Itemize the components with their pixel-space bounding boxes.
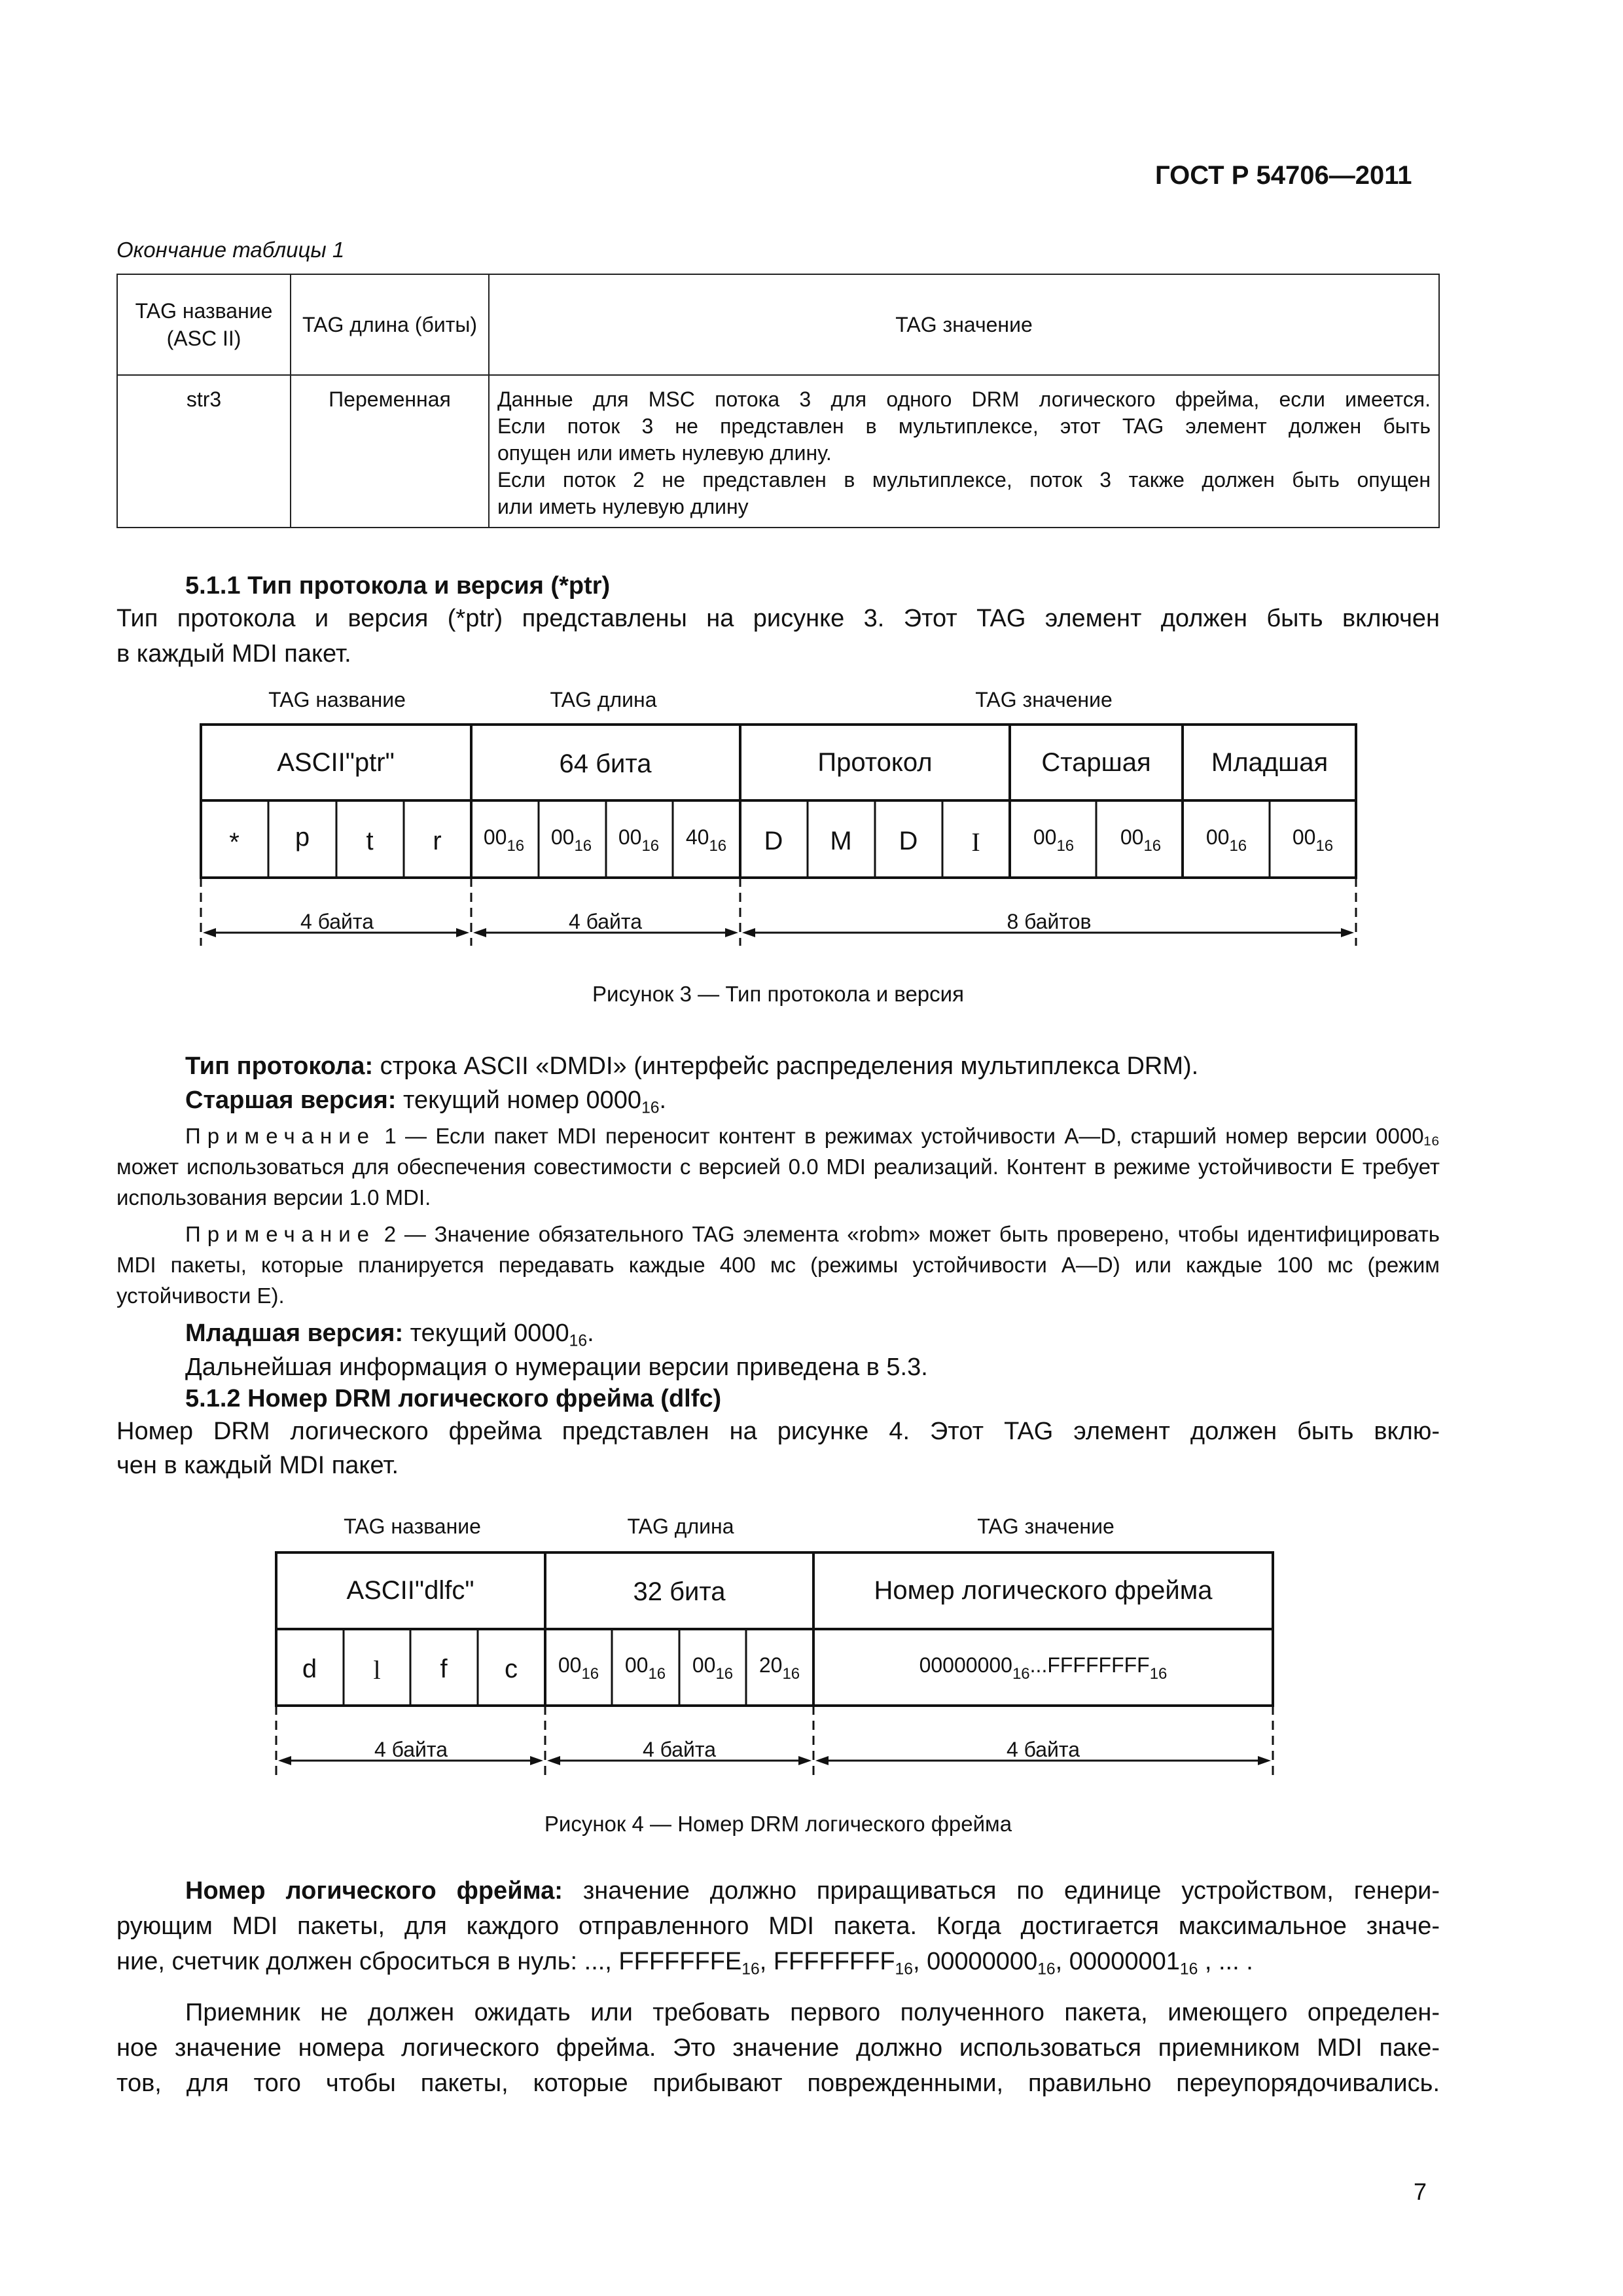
fig3-header-name: TAG название [268,688,406,711]
fig3-span-length: 4 байта [568,910,643,933]
frame-number-label: Номер логического фрейма: [185,1877,563,1905]
value-line: или иметь нулевую длину [497,495,749,518]
frame-number-line3 [116,1944,1440,1987]
fig4-span-value: 4 байта [1006,1738,1080,1761]
fig3-span-name: 4 байта [300,910,374,933]
hex-subscript: 16 [648,1665,666,1683]
sequence-part: ние, счетчик должен сброситься в нуль: ..., FFFFFFFE [116,1948,742,1975]
fig3-64-bits: 64 бита [559,749,652,778]
fig4-hex [759,1653,800,1683]
hex-digits: 00 [1120,825,1144,849]
further-info: Дальнейшая информация о нумерации версии приведена в 5.3. [185,1354,928,1381]
hex-subscript: 16 [1149,1665,1168,1683]
hex-digits: 00 [1205,825,1230,849]
fig4-hex [625,1653,666,1683]
hex-digits: 00 [624,1653,649,1677]
fig3-byte: * [229,828,240,857]
fig4-range [919,1653,1168,1683]
minor-version-def: Младшая версия: текущий $0000_{16}$. [185,1319,594,1350]
sequence-subscript: 16 [1179,1960,1198,1979]
fig4-hex [692,1653,733,1683]
note-2-text: 2 — Значение обязательного TAG элемента «robm» может быть проверено, чтобы идентифицировать MDI пакеты, которые планируется передавать каждые 400 мс (режимы устойчивости A—D) или каждые 100 мс (режим устойчивости E). [116,1222,1440,1308]
hex-subscript: 16 [581,1665,599,1683]
range-end: ...FFFFFFFF [1029,1653,1150,1677]
hex-digits: 00 [1292,825,1316,849]
major-version-subscript: 16 [641,1099,660,1117]
hex-digits: 00 [618,825,642,849]
hex-digits: 20 [758,1653,783,1677]
receiver-line3: тов, для того чтобы пакеты, которые прибывают поврежденными, правильно переупорядочивались. [116,2070,1440,2097]
fig3-byte: t [366,827,374,855]
hex-digits: 00 [1033,825,1057,849]
fig4-frame-number: Номер логического фрейма [874,1576,1213,1605]
fig3-protocol: Протокол [817,748,933,777]
hex-subscript: 16 [507,837,525,855]
sequence-subscript: 16 [895,1960,914,1979]
fig4-byte: f [440,1655,448,1683]
hex-subscript: 16 [574,837,592,855]
hex-subscript: 16 [782,1665,800,1683]
fig3-major: Старшая [1041,748,1151,777]
hex-subscript: 16 [1143,837,1162,855]
sequence-part: , 00000000 [913,1948,1038,1975]
frame-number-line1 [116,1873,1440,1909]
section-5-1-1-title: 5.1.1 Тип протокола и версия (*ptr) [185,572,611,600]
sequence-part: , FFFFFFFF [759,1948,895,1975]
receiver-line1: Приемник не должен ожидать или требовать первого полученного пакета, имеющего определен- [185,1999,1440,2026]
fig4-ascii-dlfc: ASCII"dlfc" [346,1576,474,1605]
cell-length: Переменная [291,375,489,528]
sequence-subscript: 16 [1037,1960,1056,1979]
fig4-header-name: TAG название [344,1515,481,1538]
sequence-part: , 00000001 [1055,1948,1180,1975]
major-version-text: текущий номер 0000 [396,1086,642,1114]
fig3-byte: p [294,823,310,852]
minor-version-subscript: 16 [569,1332,588,1350]
figure-3-caption: Рисунок 3 — Тип протокола и версия [592,982,964,1006]
range-start: 00000000 [919,1653,1012,1677]
standard-number: ГОСТ Р 54706—2011 [1155,161,1412,190]
protocol-type-label: Тип протокола: [185,1052,374,1080]
page-number: 7 [1414,2178,1427,2205]
fig4-32-bits: 32 бита [633,1577,726,1606]
fig4-span-name: 4 байта [374,1738,448,1761]
hex-digits: 40 [685,825,709,849]
fig4-byte: d [302,1655,317,1683]
header-tag-name: TAG название (ASC II) [117,274,291,375]
fig3-byte: D [764,827,783,855]
section-5-1-1-line1: Тип протокола и версия (*ptr) представлены на рисунке 3. Этот TAG элемент должен быть включен [116,605,1440,632]
fig3-byte: D [899,827,918,855]
cell-name: str3 [117,375,291,528]
figure-4-caption: Рисунок 4 — Номер DRM логического фрейма [544,1812,1012,1836]
fig3-ascii-ptr: ASCII"ptr" [277,748,395,777]
hex-subscript: 16 [641,837,660,855]
hex-subscript: 16 [1315,837,1334,855]
fig3-header-value: TAG значение [975,688,1113,711]
value-line: Данные для MSC потока 3 для одного DRM логического фрейма, если имеется. [497,387,1431,411]
value-line: Если поток 2 не представлен в мультиплексе, поток 3 также должен быть опущен [497,468,1431,492]
hex-subscript: 16 [1012,1665,1030,1683]
sequence-part: , ... . [1198,1948,1253,1975]
value-line: Если поток 3 не представлен в мультиплексе, этот TAG элемент должен быть [497,414,1431,438]
fig3-byte: I [971,827,980,857]
frame-number-line2: рующим MDI пакеты, для каждого отправленного MDI пакета. Когда достигается максимальное значе- [116,1912,1440,1940]
hex-subscript: 16 [1056,837,1075,855]
hex-digits: 00 [483,825,507,849]
receiver-line2: ное значение номера логического фрейма. Это значение должно использоваться приемником MDI паке- [116,2034,1440,2062]
fig3-byte: r [433,827,442,855]
hex-subscript: 16 [709,837,727,855]
fig3-span-value: 8 байтов [1007,910,1092,933]
hex-digits: 00 [558,1653,582,1677]
minor-version-text: текущий 0000 [403,1319,569,1347]
minor-version-label: Младшая версия: [185,1319,404,1347]
section-5-1-2-line1: Номер DRM логического фрейма представлен на рисунке 4. Этот TAG элемент должен быть вклю- [116,1418,1440,1445]
frame-number-text: значение должно приращиваться по единице устройством, генери- [562,1877,1440,1905]
hex-digits: 00 [550,825,575,849]
hex-digits: 00 [692,1653,716,1677]
table-caption: Окончание таблицы 1 [116,238,345,262]
fig3-minor: Младшая [1211,748,1329,777]
major-version-def: Старшая версия: текущий номер $0000_{16}$. [185,1086,667,1117]
section-5-1-1-line2: в каждый MDI пакет. [116,640,351,668]
fig4-span-length: 4 байта [642,1738,717,1761]
fig4-byte: l [373,1655,381,1685]
note-1-text: 1 — Если пакет MDI переносит контент в режимах устойчивости A—D, старший номер версии 0000₁₆ может использоваться для обеспечения совестимости с версией 0.0 MDI реализаций. Контент в режиме устойчивости E требует использования версии 1.0 MDI. [116,1124,1440,1210]
fig4-hex [558,1653,599,1683]
note-1-lead: Примечание [185,1124,376,1148]
header-tag-length: TAG длина (биты) [291,274,489,375]
fig4-header-value: TAG значение [977,1515,1115,1538]
note-2-lead: Примечание [185,1222,376,1246]
sequence-subscript: 16 [741,1960,760,1979]
hex-subscript: 16 [715,1665,734,1683]
fig3-header-length: TAG длина [550,688,657,711]
fig4-byte: c [505,1655,518,1683]
section-5-1-2-line2: чен в каждый MDI пакет. [116,1452,399,1479]
protocol-type-text: строка ASCII «DMDI» (интерфейс распределения мультиплекса DRM). [373,1052,1199,1080]
major-version-label: Старшая версия: [185,1086,397,1114]
fig4-header-length: TAG длина [627,1515,734,1538]
section-5-1-2-title: 5.1.2 Номер DRM логического фрейма (dlfc) [185,1385,722,1412]
value-line: опущен или иметь нулевую длину. [497,441,832,465]
hex-subscript: 16 [1229,837,1247,855]
fig3-byte: M [830,827,852,855]
header-tag-value: TAG значение [489,274,1439,375]
